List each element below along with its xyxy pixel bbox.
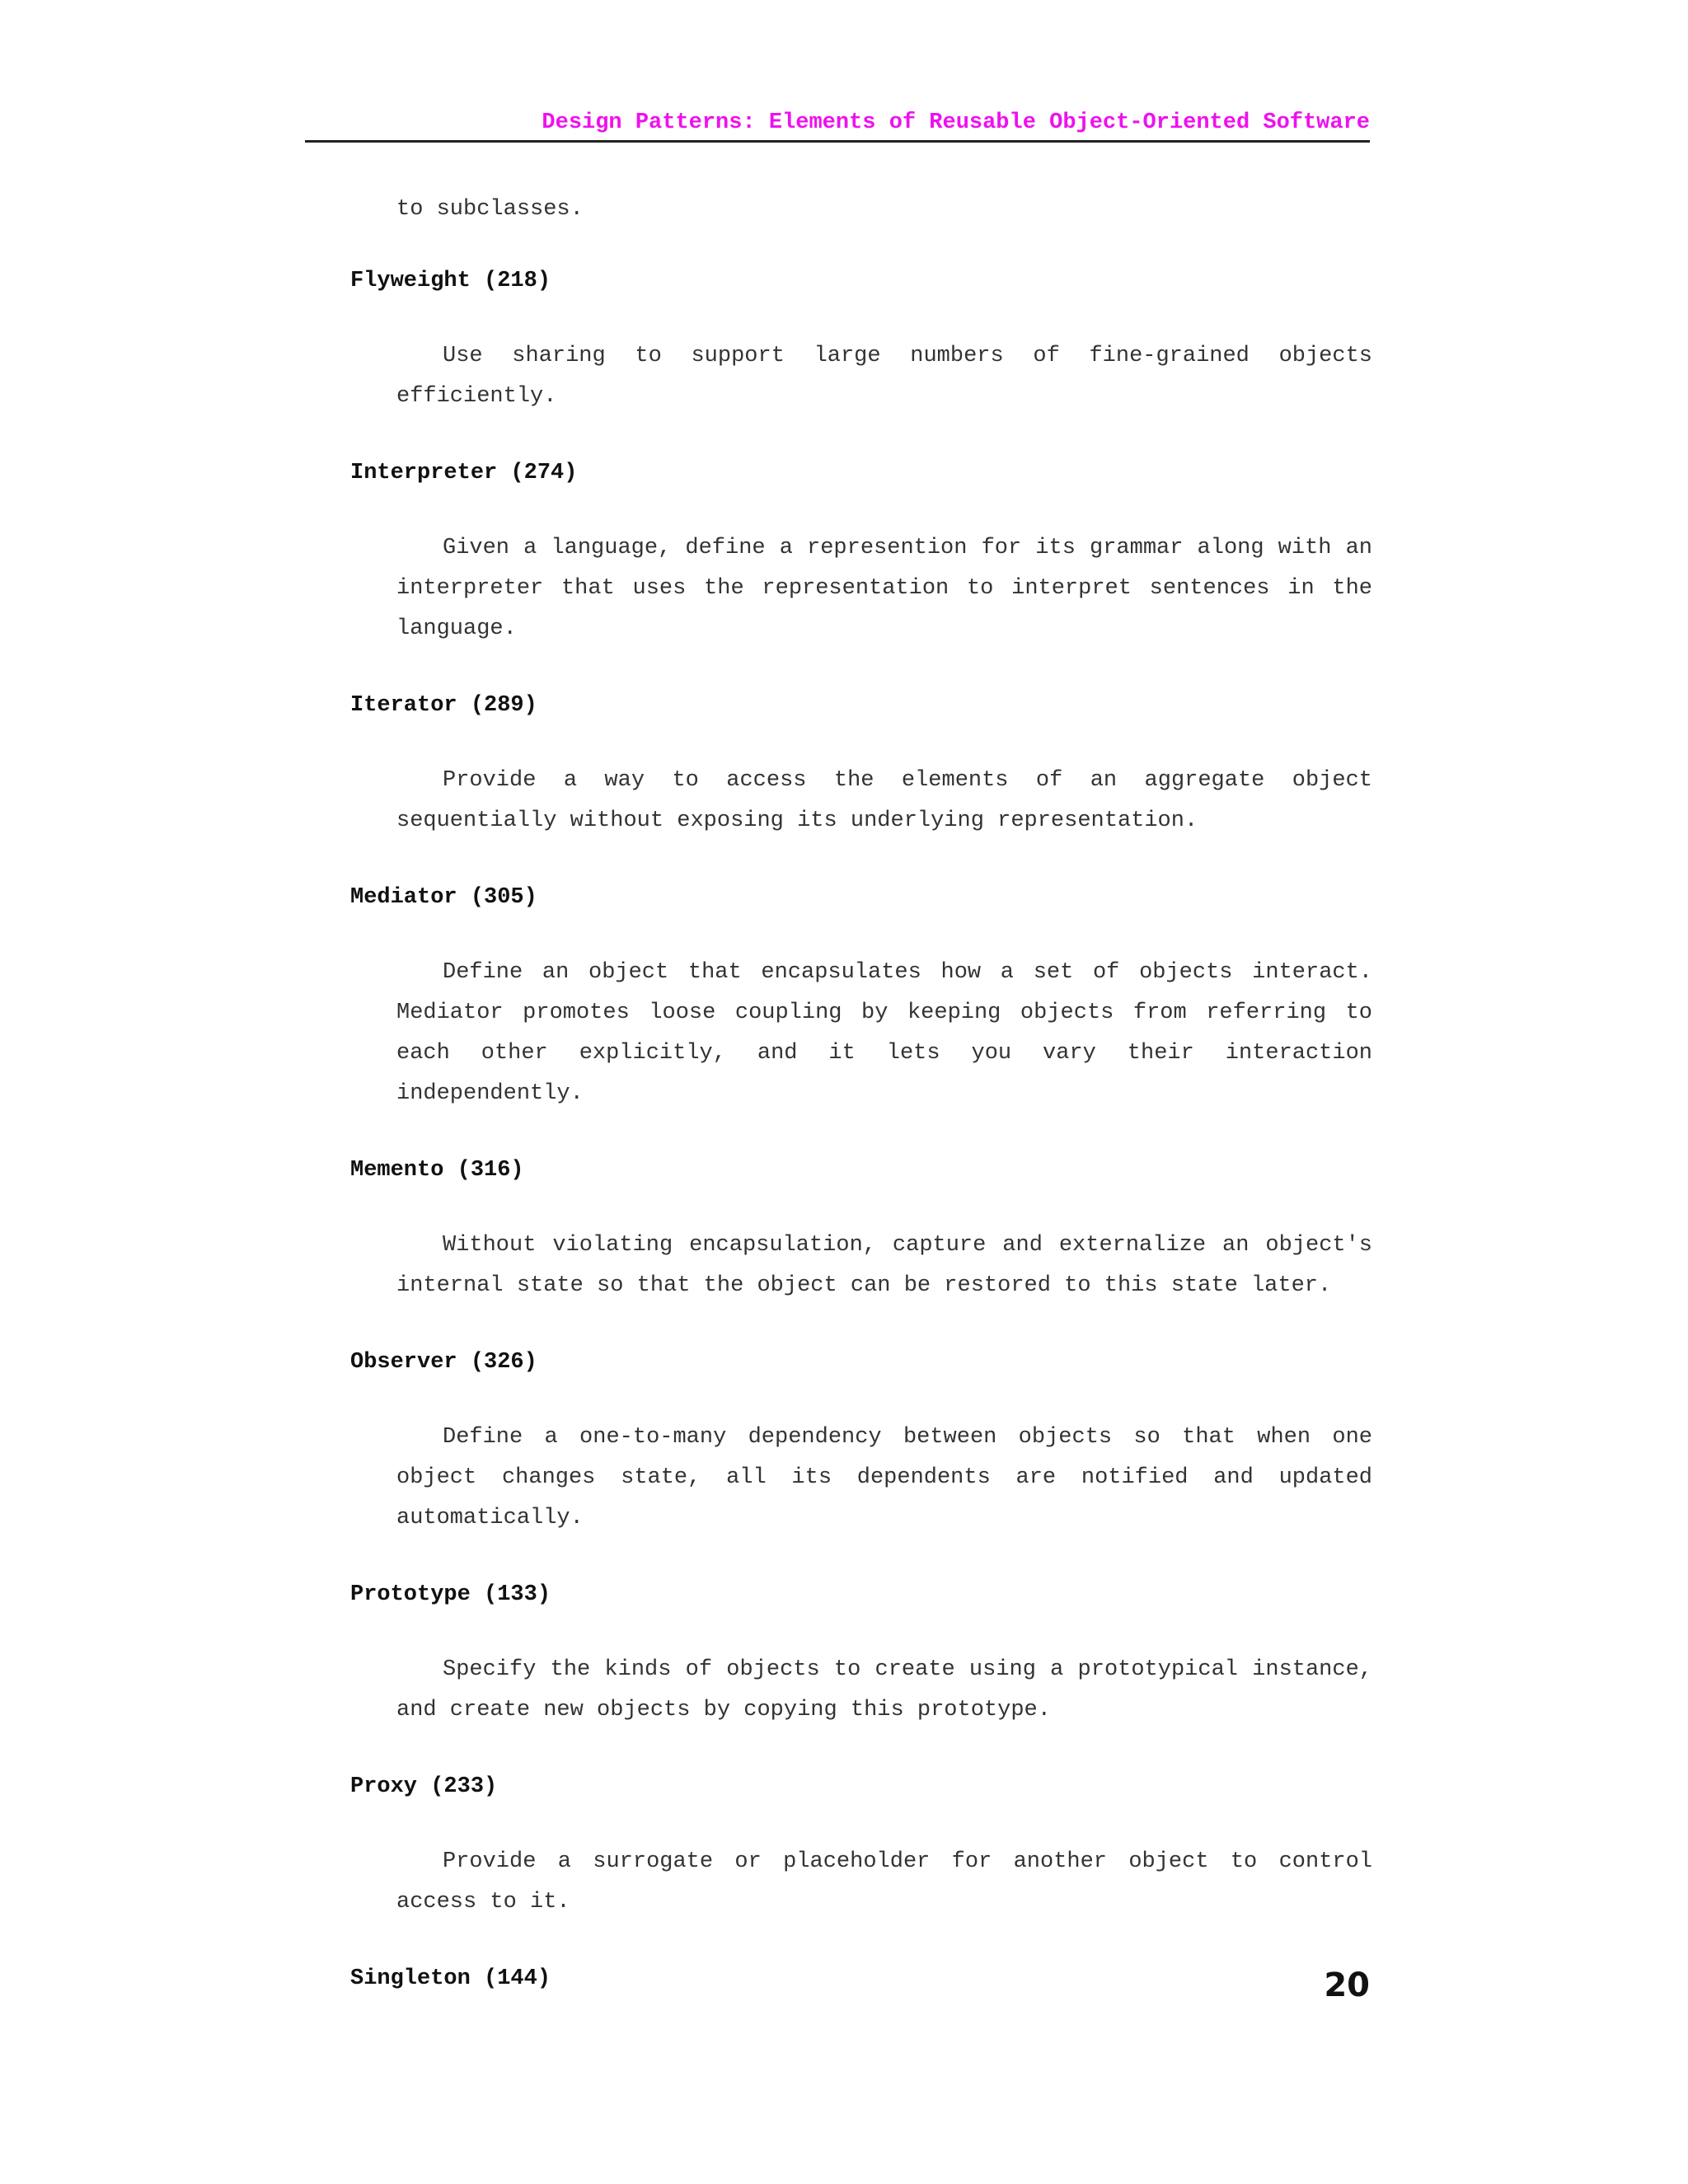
pattern-title: Proxy (233) xyxy=(350,1774,498,1799)
pattern-description: Without violating encapsulation, capture and externalize an object's internal state so that the object can be restored to this state later. xyxy=(396,1233,1372,1298)
pattern-title: Singleton (144) xyxy=(350,1966,551,1991)
header-rule xyxy=(305,140,1370,143)
pattern-entry-singleton xyxy=(350,1959,1372,1999)
pattern-description: Provide a surrogate or placeholder for another object to control access to it. xyxy=(396,1849,1372,1915)
pattern-description: Use sharing to support large numbers of fine-grained objects efficiently. xyxy=(396,344,1372,409)
pattern-entry-memento xyxy=(350,1151,1372,1306)
pattern-entry-flyweight xyxy=(350,261,1372,417)
pattern-entry-mediator xyxy=(350,878,1372,1114)
pattern-description: Given a language, define a represention for its grammar along with an interpreter that uses the representation to interpret sentences in the language. xyxy=(396,536,1372,641)
pattern-entry-iterator xyxy=(350,686,1372,841)
pattern-title: Memento (316) xyxy=(350,1158,524,1183)
pattern-title: Observer (326) xyxy=(350,1350,537,1375)
continuation-paragraph: to subclasses. xyxy=(396,197,584,222)
pattern-entry-observer xyxy=(350,1343,1372,1539)
running-header-title: Design Patterns: Elements of Reusable Object-Oriented Software xyxy=(542,110,1370,135)
pattern-title: Iterator (289) xyxy=(350,693,537,718)
pattern-entry-proxy xyxy=(350,1767,1372,1923)
page-number: 20 xyxy=(1324,1966,1370,2004)
pattern-description: Define a one-to-many dependency between objects so that when one object changes state, all its dependents are notified and updated automatically. xyxy=(396,1425,1372,1530)
pattern-entry-interpreter xyxy=(350,453,1372,649)
pattern-description: Define an object that encapsulates how a set of objects interact. Mediator promotes loose coupling by keeping objects from referring to each other explicitly, and it lets you vary their interaction independently. xyxy=(396,960,1372,1106)
pattern-title: Mediator (305) xyxy=(350,885,537,910)
pattern-entry-prototype xyxy=(350,1575,1372,1731)
pattern-description: Specify the kinds of objects to create using a prototypical instance, and create new objects by copying this prototype. xyxy=(396,1657,1372,1722)
page-content xyxy=(350,190,1372,2034)
pattern-description: Provide a way to access the elements of an aggregate object sequentially without exposing its underlying representation. xyxy=(396,768,1372,833)
pattern-title: Flyweight (218) xyxy=(350,269,551,293)
pattern-title: Prototype (133) xyxy=(350,1582,551,1607)
pattern-title: Interpreter (274) xyxy=(350,461,578,485)
